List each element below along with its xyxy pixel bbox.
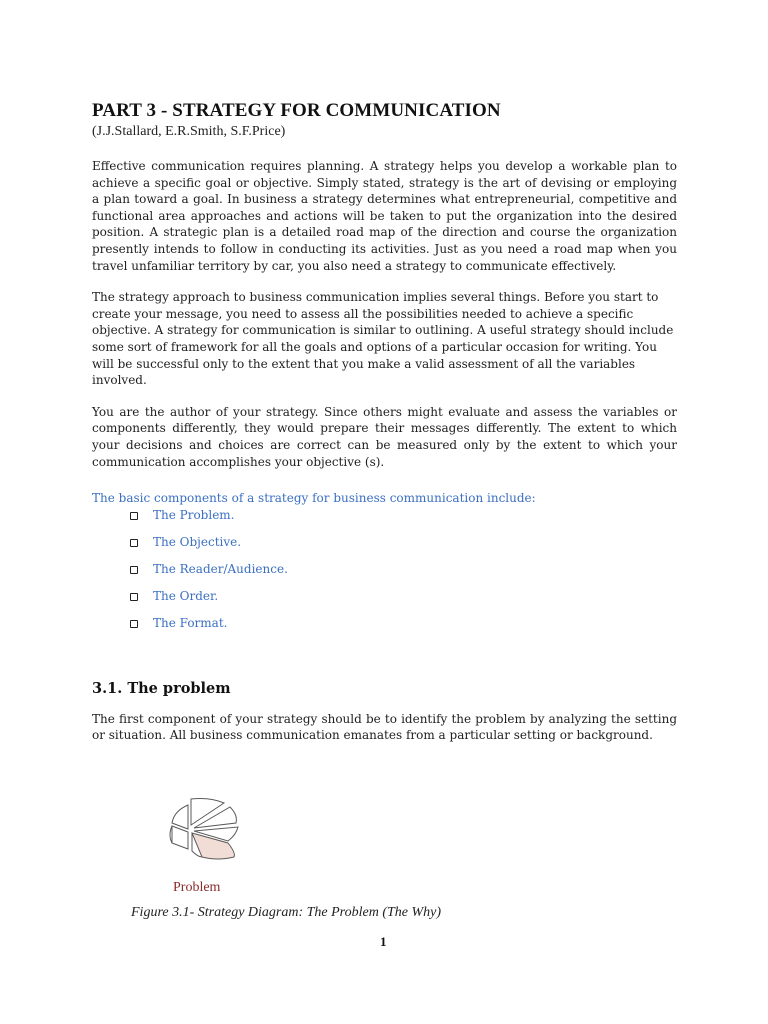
page-number: 1: [380, 934, 387, 949]
list-item: The Format.: [130, 615, 677, 642]
pie-slice: [172, 805, 188, 829]
square-bullet-icon: [130, 593, 138, 601]
document-page: [92, 100, 677, 744]
list-item: The Order.: [130, 588, 677, 615]
page-title: PART 3 - STRATEGY FOR COMMUNICATION: [92, 100, 501, 121]
components-list: [92, 507, 677, 642]
list-item: The Objective.: [130, 534, 677, 561]
paragraph-author: You are the author of your strategy. Since others might evaluate and assess the variables or components differently, they would prepare their messages differently. The extent to which your decisions and choices are correct can be measured only by the extent to which your communication accomplishes your objective (s).: [92, 404, 677, 469]
components-intro: The basic components of a strategy for business communication include:: [92, 491, 536, 506]
section-paragraph: The first component of your strategy should be to identify the problem by analyzing the setting or situation. All business communication emanates from a particular setting or background.: [92, 711, 677, 743]
figure-caption: Figure 3.1- Strategy Diagram: The Problem (The Why): [131, 905, 442, 920]
paragraph-approach: The strategy approach to business communication implies several things. Before you start to create your message, you need to assess all the possibilities needed to achieve a specific objective. A strategy for communication is similar to outlining. A useful strategy should include some sort of framework for all the goals and options of a particular occasion for writing. You will be successful only to the extent that you make a valid assessment of all the variables involved.: [92, 290, 674, 388]
list-item: The Problem.: [130, 507, 677, 534]
square-bullet-icon: [130, 566, 138, 574]
pie-side: [172, 826, 188, 849]
square-bullet-icon: [130, 512, 138, 520]
authors-line: (J.J.Stallard, E.R.Smith, S.F.Price): [92, 124, 286, 139]
paragraph-intro: Effective communication requires planning. A strategy helps you develop a workable plan to achieve a specific goal or objective. Simply stated, strategy is the art of devising or employing a plan toward a goal. In business a strategy determines what entrepreneurial, competitive and functional area approaches and actions will be taken to put the organization into the desired position. A strategic plan is a detailed road map of the direction and course the organization presently intends to follow in conducting its activities. Just as you need a road map when you travel unfamiliar territory by car, you also need a strategy to communicate effectively.: [92, 159, 677, 273]
figure-label: Problem: [173, 880, 221, 895]
list-item: The Reader/Audience.: [130, 561, 677, 588]
square-bullet-icon: [130, 620, 138, 628]
strategy-pie-diagram: [158, 793, 248, 863]
section-heading: 3.1. The problem: [92, 679, 231, 697]
square-bullet-icon: [130, 539, 138, 547]
